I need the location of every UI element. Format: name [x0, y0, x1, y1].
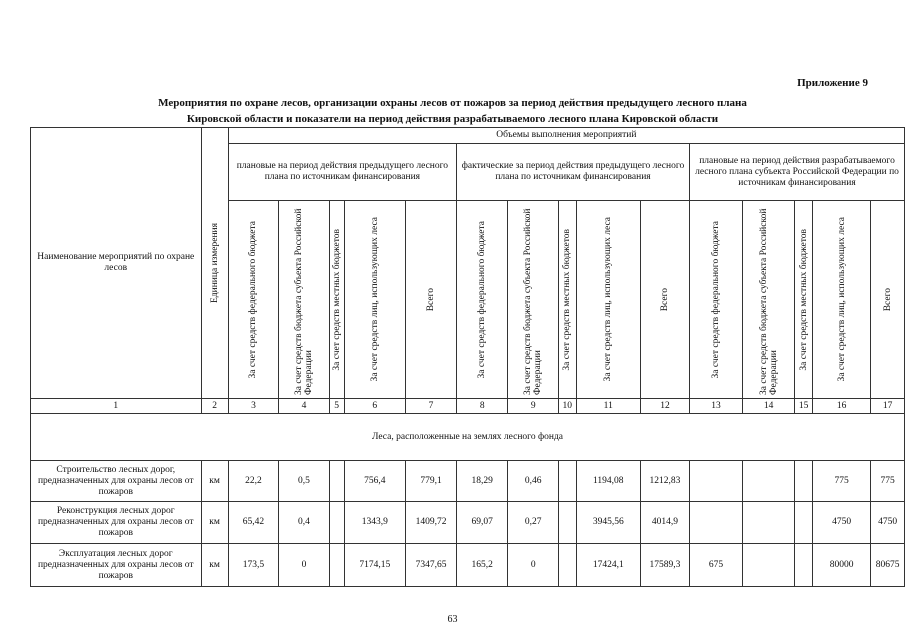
- header-subject-1: За счет средств бюджета субъекта Российской Федерации: [279, 201, 329, 399]
- row-unit: км: [201, 544, 228, 587]
- row-unit: км: [201, 461, 228, 502]
- header-local-2: За счет средств местных бюджетов: [558, 201, 576, 399]
- header-subject-2: За счет средств бюджета субъекта Российской Федерации: [508, 201, 558, 399]
- header-total-1: Всего: [406, 201, 457, 399]
- header-persons-1: За счет средств лиц, использующих леса: [344, 201, 405, 399]
- header-local-1: За счет средств местных бюджетов: [329, 201, 344, 399]
- title-line-2: Кировской области и показатели на период действия разрабатываемого лесного плана Кировской области: [186, 113, 719, 125]
- document-title: [30, 95, 875, 127]
- header-persons-2: За счет средств лиц, использующих леса: [576, 201, 640, 399]
- header-local-3: За счет средств местных бюджетов: [795, 201, 813, 399]
- header-group-planned-new: плановые на период действия разрабатываемого лесного плана субъекта Российской Федерации по источникам финансирования: [690, 144, 905, 201]
- row-name: Строительство лесных дорог, предназначенных для охраны лесов от пожаров: [31, 461, 202, 502]
- section-label: Леса, расположенные на землях лесного фонда: [31, 414, 905, 461]
- header-persons-3: За счет средств лиц, использующих леса: [813, 201, 871, 399]
- header-total-3: Всего: [871, 201, 905, 399]
- table-row: Эксплуатация лесных дорог предназначенных для охраны лесов от пожаров км 173,5 0 7174,15 7347,65 165,2 0 17424,1 17589,3 675 80000 80675: [31, 544, 905, 587]
- row-name: Реконструкция лесных дорог предназначенных для охраны лесов от пожаров: [31, 502, 202, 544]
- header-total-2: Всего: [640, 201, 689, 399]
- row-name: Эксплуатация лесных дорог предназначенных для охраны лесов от пожаров: [31, 544, 202, 587]
- header-federal-1: За счет средств федерального бюджета: [228, 201, 279, 399]
- header-unit-col: [201, 128, 228, 399]
- header-federal-2: За счет средств федерального бюджета: [457, 201, 508, 399]
- appendix-label: Приложение 9: [797, 77, 868, 89]
- header-subject-3: За счет средств бюджета субъекта Российской Федерации: [742, 201, 794, 399]
- column-numbers-row: 1 2 3 4 5 6 7 8 9 10 11 12 13 14 15 16 17: [31, 399, 905, 414]
- header-volumes: Объемы выполнения мероприятий: [228, 128, 904, 144]
- measures-table: [30, 127, 905, 587]
- title-line-1: Мероприятия по охране лесов, организации охраны лесов от пожаров за период действия предыдущего лесного плана: [158, 97, 747, 109]
- row-unit: км: [201, 502, 228, 544]
- header-unit-label: Единица измерения: [209, 223, 220, 303]
- header-federal-3: За счет средств федерального бюджета: [690, 201, 743, 399]
- header-group-planned-previous: плановые на период действия предыдущего лесного плана по источникам финансирования: [228, 144, 456, 201]
- header-name-col: Наименование мероприятий по охране лесов: [31, 128, 202, 399]
- table-row: Строительство лесных дорог, предназначенных для охраны лесов от пожаров км 22,2 0,5 756,4 779,1 18,29 0,46 1194,08 1212,83 775 775: [31, 461, 905, 502]
- table-row: Реконструкция лесных дорог предназначенных для охраны лесов от пожаров км 65,42 0,4 1343,9 1409,72 69,07 0,27 3945,56 4014,9 4750 4750: [31, 502, 905, 544]
- page-number: 63: [447, 614, 458, 625]
- header-group-actual-previous: фактические за период действия предыдущего лесного плана по источникам финансирования: [457, 144, 690, 201]
